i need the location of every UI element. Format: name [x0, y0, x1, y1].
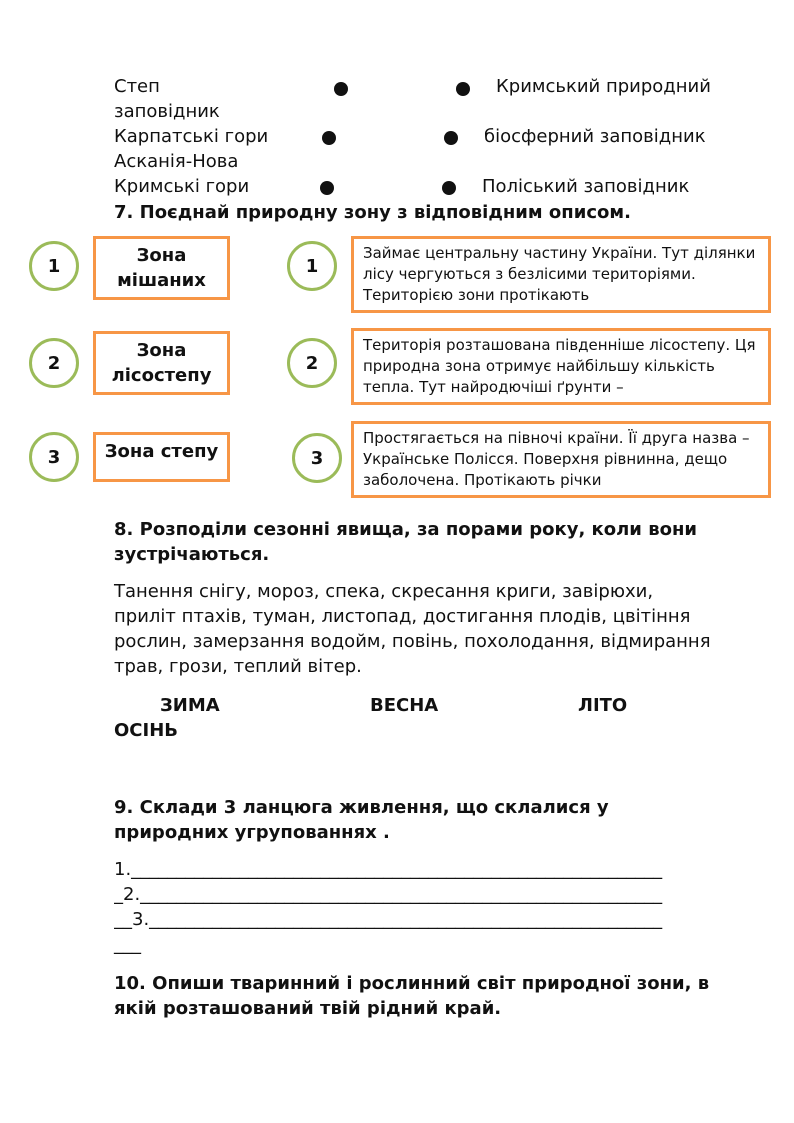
description-box-3[interactable]: Простягається на півночі країни. Її друга назва – Українське Полісся. Поверхня рівнинна, дещо заболочена. Протікають річки	[351, 421, 771, 498]
q10-title-line-2: якій розташований твій рідний край.	[114, 998, 502, 1019]
description-number-2[interactable]: 2	[287, 338, 337, 388]
match-wrap-zapovidnyk: заповідник	[114, 101, 220, 122]
match-left-carpathians: Карпатські гори	[114, 126, 269, 147]
zone-box-forest-steppe[interactable]: Зона лісостепу	[93, 331, 230, 395]
match-dot-right-2[interactable]	[444, 131, 458, 145]
match-dot-left-2[interactable]	[322, 131, 336, 145]
match-dot-left-3[interactable]	[320, 181, 334, 195]
answer-line-2[interactable]: _2.__________________________________________________________	[114, 884, 663, 905]
match-left-crimean-mountains: Кримські гори	[114, 176, 250, 197]
description-number-1[interactable]: 1	[287, 241, 337, 291]
answer-line-continuation[interactable]: ___	[114, 934, 141, 955]
description-box-1[interactable]: Займає центральну частину України. Тут ділянки лісу чергуються з безлісими територіями. Територією зони протікають	[351, 236, 771, 313]
answer-line-1[interactable]: 1.___________________________________________________________	[114, 859, 663, 880]
match-right-crimean-reserve: Кримський природний	[496, 76, 711, 97]
q8-body-line: приліт птахів, туман, листопад, достигання плодів, цвітіння	[114, 606, 691, 627]
zone-box-steppe[interactable]: Зона степу	[93, 432, 230, 482]
match-left-step: Степ	[114, 76, 160, 97]
q8-title-line-2: зустрічаються.	[114, 544, 270, 565]
q9-title-line-2: природних угрупованнях .	[114, 822, 390, 843]
season-winter-heading: ЗИМА	[160, 695, 220, 716]
match-right-biosphere-reserve: біосферний заповідник	[484, 126, 706, 147]
zone-number-3[interactable]: 3	[29, 432, 79, 482]
q8-body-line: рослин, замерзання водойм, повінь, похолодання, відмирання	[114, 631, 711, 652]
match-wrap-askania: Асканія-Нова	[114, 151, 239, 172]
q8-body-line: Танення снігу, мороз, спека, скресання криги, завірюхи,	[114, 581, 654, 602]
season-summer-heading: ЛІТО	[578, 695, 628, 716]
zone-number-1[interactable]: 1	[29, 241, 79, 291]
q8-body-line: трав, грози, теплий вітер.	[114, 656, 362, 677]
description-number-3[interactable]: 3	[292, 433, 342, 483]
zone-box-mixed-forest[interactable]: Зона мішаних	[93, 236, 230, 300]
match-dot-right-3[interactable]	[442, 181, 456, 195]
q9-title-line-1: 9. Склади 3 ланцюга живлення, що склалися у	[114, 797, 609, 818]
match-right-polissia-reserve: Поліський заповідник	[482, 176, 690, 197]
answer-line-3[interactable]: __3._________________________________________________________	[114, 909, 663, 930]
match-dot-left-1[interactable]	[334, 82, 348, 96]
season-spring-heading: ВЕСНА	[370, 695, 439, 716]
zone-number-2[interactable]: 2	[29, 338, 79, 388]
season-autumn-heading: ОСІНЬ	[114, 720, 178, 741]
description-box-2[interactable]: Територія розташована південніше лісостепу. Ця природна зона отримує найбільшу кількість тепла. Тут найродючіші ґрунти –	[351, 328, 771, 405]
match-dot-right-1[interactable]	[456, 82, 470, 96]
q10-title-line-1: 10. Опиши тваринний і рослинний світ природної зони, в	[114, 973, 710, 994]
q8-title-line-1: 8. Розподіли сезонні явища, за порами року, коли вони	[114, 519, 697, 540]
q7-title: 7. Поєднай природну зону з відповідним описом.	[114, 202, 631, 223]
